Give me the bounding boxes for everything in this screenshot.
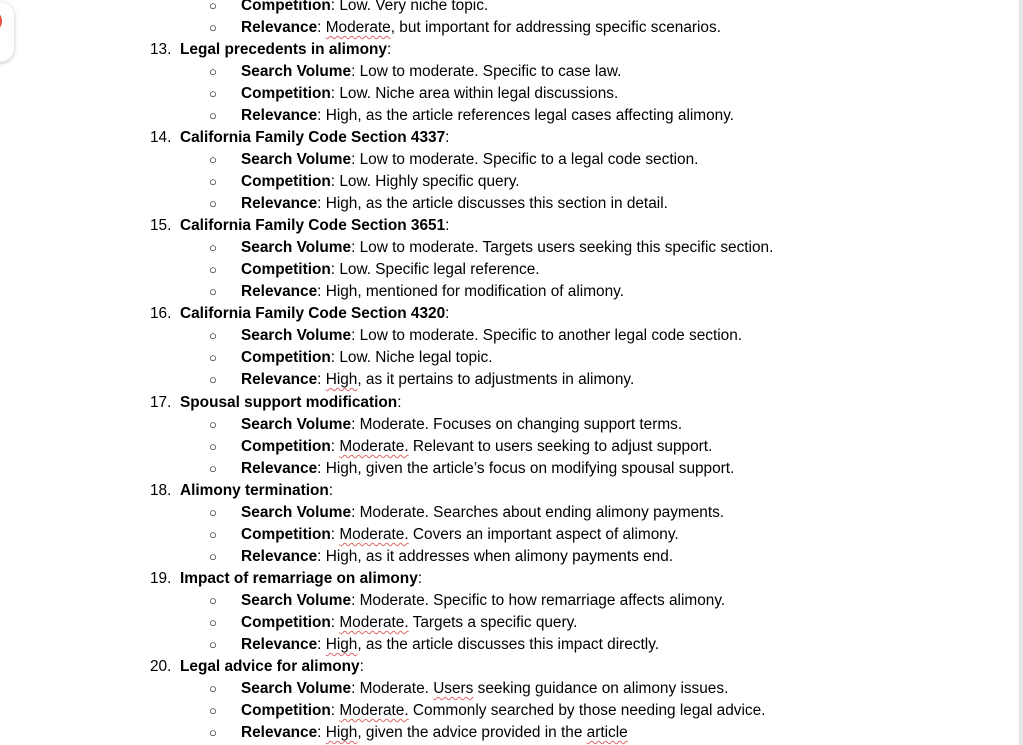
- bullet-label: Search Volume: [241, 151, 352, 168]
- bullet-text: : Moderate. Focuses on changing support terms.: [351, 416, 683, 433]
- bullet-text-prefix: :: [330, 702, 340, 719]
- bullet-label: Relevance: [241, 19, 318, 36]
- bullet-text: , as the article discusses this impact directly.: [357, 636, 660, 653]
- list-item-title: California Family Code Section 4320: [180, 305, 446, 322]
- list-item-title: California Family Code Section 4337: [180, 129, 446, 146]
- notification-badge[interactable]: [0, 10, 2, 32]
- circle-bullet-icon: ○: [209, 86, 217, 101]
- bullet-label: Search Volume: [241, 63, 352, 80]
- bullet-text: : Low. Niche legal topic.: [330, 349, 493, 366]
- bullet-label: Search Volume: [241, 416, 352, 433]
- list-item-title: Legal precedents in alimony: [180, 41, 387, 58]
- circle-bullet-icon: ○: [209, 372, 217, 387]
- list-item-number: 17.: [150, 394, 172, 411]
- circle-bullet-icon: ○: [209, 439, 217, 454]
- bullet-label: Competition: [241, 0, 331, 14]
- bullet-label: Search Volume: [241, 504, 352, 521]
- bullet-text: Targets a specific query.: [408, 614, 578, 631]
- bullet-text-prefix: :: [330, 438, 340, 455]
- circle-bullet-icon: ○: [209, 615, 217, 630]
- bullet-label: Search Volume: [241, 680, 352, 697]
- circle-bullet-icon: ○: [209, 152, 217, 167]
- bullet-text: : High, as the article references legal cases affecting alimony.: [317, 107, 735, 124]
- list-item-number: 20.: [150, 658, 172, 675]
- circle-bullet-icon: ○: [209, 240, 217, 255]
- circle-bullet-icon: ○: [209, 505, 217, 520]
- bullet-label: Competition: [241, 261, 331, 278]
- list-item-title: California Family Code Section 3651: [180, 217, 446, 234]
- spellcheck-flagged-word[interactable]: High: [325, 371, 358, 388]
- list-item-title: Legal advice for alimony: [180, 658, 360, 675]
- bullet-label: Relevance: [241, 548, 318, 565]
- circle-bullet-icon: ○: [209, 262, 217, 277]
- circle-bullet-icon: ○: [209, 328, 217, 343]
- circle-bullet-icon: ○: [209, 461, 217, 476]
- bullet-text-prefix: : Moderate.: [351, 680, 434, 697]
- colon: :: [328, 482, 334, 499]
- bullet-text-prefix: :: [330, 526, 340, 543]
- colon: :: [359, 658, 364, 675]
- bullet-label: Search Volume: [241, 327, 352, 344]
- list-item-number: 16.: [150, 305, 172, 322]
- spellcheck-flagged-word[interactable]: High: [325, 724, 358, 741]
- bullet-text: , given the advice provided in the: [357, 724, 587, 741]
- bullet-label: Relevance: [241, 107, 318, 124]
- circle-bullet-icon: ○: [209, 637, 217, 652]
- spellcheck-flagged-word[interactable]: Moderate.: [339, 614, 409, 631]
- circle-bullet-icon: ○: [209, 549, 217, 564]
- colon: :: [445, 217, 450, 234]
- circle-bullet-icon: ○: [209, 417, 217, 432]
- bullet-text: , but important for addressing specific scenarios.: [390, 19, 721, 36]
- circle-bullet-icon: ○: [209, 703, 217, 718]
- bullet-label: Relevance: [241, 195, 318, 212]
- spellcheck-flagged-word[interactable]: article: [586, 724, 628, 741]
- scrollbar[interactable]: [1019, 0, 1023, 745]
- bullet-text: : Low. Highly specific query.: [330, 173, 520, 190]
- list-item-title: Impact of remarriage on alimony: [180, 570, 418, 587]
- bullet-text: : Low to moderate. Specific to a legal code section.: [351, 151, 699, 168]
- bullet-text: : High, given the article’s focus on modifying spousal support.: [317, 460, 735, 477]
- bullet-label: Competition: [241, 85, 331, 102]
- circle-bullet-icon: ○: [209, 681, 217, 696]
- circle-bullet-icon: ○: [209, 196, 217, 211]
- bullet-label: Relevance: [241, 283, 318, 300]
- bullet-label: Search Volume: [241, 592, 352, 609]
- bullet-label: Relevance: [241, 724, 318, 741]
- list-item-title: Alimony termination: [180, 482, 329, 499]
- spellcheck-flagged-word[interactable]: Users: [433, 680, 474, 697]
- bullet-text: Relevant to users seeking to adjust support.: [408, 438, 713, 455]
- circle-bullet-icon: ○: [209, 174, 217, 189]
- spellcheck-flagged-word[interactable]: High: [325, 636, 358, 653]
- circle-bullet-icon: ○: [209, 527, 217, 542]
- list-item-number: 13.: [150, 41, 172, 58]
- bullet-text: : High, mentioned for modification of alimony.: [317, 283, 624, 300]
- bullet-text: : Low to moderate. Specific to another legal code section.: [351, 327, 743, 344]
- circle-bullet-icon: ○: [209, 593, 217, 608]
- bullet-text: : Low. Specific legal reference.: [330, 261, 540, 278]
- bullet-text: : High, as the article discusses this section in detail.: [317, 195, 668, 212]
- circle-bullet-icon: ○: [209, 725, 217, 740]
- bullet-text-prefix: :: [317, 371, 326, 388]
- spellcheck-flagged-word[interactable]: Moderate: [325, 19, 391, 36]
- bullet-label: Competition: [241, 438, 331, 455]
- bullet-text-prefix: :: [330, 614, 340, 631]
- circle-bullet-icon: ○: [209, 108, 217, 123]
- bullet-label: Competition: [241, 702, 331, 719]
- list-item-number: 15.: [150, 217, 172, 234]
- bullet-text: : Low to moderate. Targets users seeking this specific section.: [351, 239, 774, 256]
- colon: :: [386, 41, 392, 58]
- bullet-text: : Low. Very niche topic.: [330, 0, 489, 14]
- list-item-number: 19.: [150, 570, 172, 587]
- colon: :: [397, 394, 402, 411]
- bullet-text: Commonly searched by those needing legal advice.: [408, 702, 766, 719]
- bullet-label: Relevance: [241, 636, 318, 653]
- list-item-number: 14.: [150, 129, 172, 146]
- bullet-label: Competition: [241, 349, 331, 366]
- bullet-label: Competition: [241, 173, 331, 190]
- bullet-label: Relevance: [241, 371, 318, 388]
- bullet-label: Competition: [241, 614, 331, 631]
- bullet-label: Relevance: [241, 460, 318, 477]
- colon: :: [445, 129, 450, 146]
- bullet-text: Covers an important aspect of alimony.: [408, 526, 679, 543]
- circle-bullet-icon: ○: [209, 350, 217, 365]
- bullet-text-prefix: :: [317, 636, 326, 653]
- bullet-text: : Low. Niche area within legal discussions.: [330, 85, 619, 102]
- bullet-text-prefix: :: [317, 724, 326, 741]
- colon: :: [445, 305, 450, 322]
- spellcheck-flagged-word[interactable]: Moderate.: [339, 526, 409, 543]
- bullet-text: : High, as it addresses when alimony payments end.: [317, 548, 674, 565]
- circle-bullet-icon: ○: [209, 284, 217, 299]
- colon: :: [417, 570, 423, 587]
- document-body[interactable]: ○ Competition: Low. Very niche topic. ○ Relevance: Moderate, but important for addressing specific scenarios. 13. Legal precedents in alimony: ○ Search Volume: Low to moderate. Specific to case law. ○ Competition: Low. Niche area within legal discussions. ○ Relevance: High, as the article references legal cases affecting alimony. 14. California Family Code Section 4337: ○ Search Volume: Low to moderate. Specific to a legal code section. ○ Competition: Low. Highly specific query. ○ Relevance: High, as the article discusses this section in detail. 15. California Family Code Section 3651: ○ Search Volume: Low to moderate. Targets users seeking this specific section. ○ Competition: Low. Specific legal reference. ○ Relevance: High, mentioned for modification of alimony. 16. California Family Code Section 4320: ○ Search Volume: Low to moderate. Specific to another legal code section. ○ Competition: Low. Niche legal topic. ○ Relevance: High, as it pertains to adjustments in alimony. 17. Spousal support modification: ○ Search Volume: Moderate. Focuses on changing support terms. ○ Competition: Moderate. Relevant to users seeking to adjust support. ○ Relevance: High, given the article’s focus on modifying spousal support. 18. Alimony termination: ○ Search Volume: Moderate. Searches about ending alimony payments. ○ Competition: Moderate. Covers an important aspect of alimony. ○ Relevance: High, as it addresses when alimony payments end. 19. Impact of remarriage on alimony: ○ Search Volume: Moderate. Specific to how remarriage affects alimony. ○ Competition: Moderate. Targets a specific query. ○ Relevance: High, as the article discusses this impact directly. 20. Legal advice for alimony: ○ Search Volume: Moderate. Users seeking guidance on alimony issues. ○ Competition: Moderate. Commonly searched by those needing legal advice. ○ Relevance: High, given the advice provided in the article: [0, 0, 1023, 745]
- list-item-title: Spousal support modification: [180, 394, 398, 411]
- circle-bullet-icon: ○: [209, 64, 217, 79]
- circle-bullet-icon: ○: [209, 20, 217, 35]
- spellcheck-flagged-word[interactable]: Moderate.: [339, 702, 409, 719]
- bullet-text: : Low to moderate. Specific to case law.: [351, 63, 622, 80]
- bullet-text: : Moderate. Specific to how remarriage affects alimony.: [351, 592, 726, 609]
- bullet-text: : Moderate. Searches about ending alimony payments.: [351, 504, 725, 521]
- spellcheck-flagged-word[interactable]: Moderate.: [339, 438, 409, 455]
- bullet-text: seeking guidance on alimony issues.: [473, 680, 729, 697]
- side-panel-widget[interactable]: [0, 2, 14, 62]
- bullet-label: Search Volume: [241, 239, 352, 256]
- list-item-number: 18.: [150, 482, 172, 499]
- circle-bullet-icon: ○: [209, 0, 217, 13]
- bullet-text: , as it pertains to adjustments in alimony.: [357, 371, 635, 388]
- bullet-label: Competition: [241, 526, 331, 543]
